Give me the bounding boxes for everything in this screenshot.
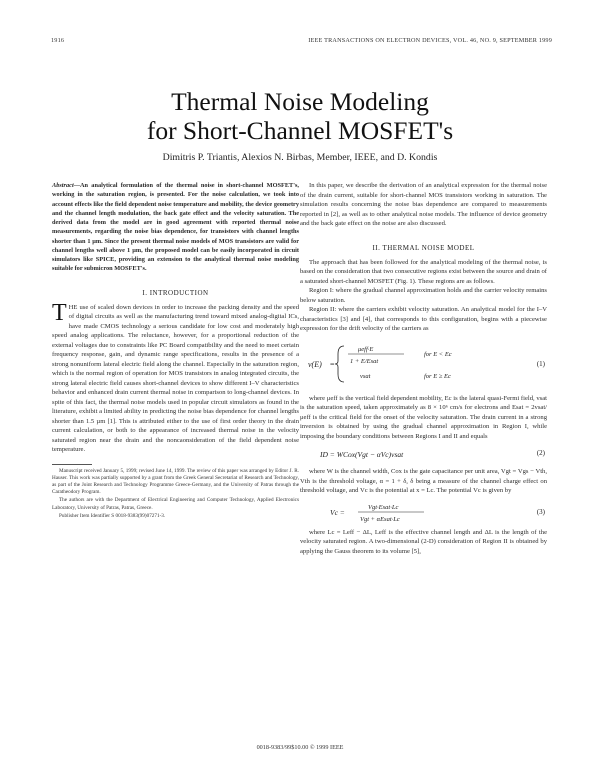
svg-text:Vgt + αEsat·Lc: Vgt + αEsat·Lc	[360, 515, 400, 523]
model-paragraph-3: Region II: where the carriers exhibit velocity saturation. An analytical model for the I–V characteristics [3] and [4], that corresponds to this configuration, begins with a piecewise expression for the drift velocity of the carriers as	[300, 306, 547, 332]
model-body	[300, 258, 547, 334]
model-body-2	[300, 394, 547, 442]
section-heading-thermal-noise-model: II. THERMAL NOISE MODEL	[372, 243, 475, 252]
footnote-pii: Publisher Item Identifier S 0018-9383(99)07271-3.	[59, 512, 166, 519]
model-paragraph-1: The approach that has been followed for the analytical modeling of the thermal noise, is based on the consideration that two consecutive regions exist between the source and drain of a saturated short-channel MOSFET (Fig. 1). These regions are as follows.	[300, 258, 547, 285]
abstract-label: Abstract—	[52, 182, 80, 189]
svg-text:=: =	[330, 359, 335, 369]
right-intro-paragraph: In this paper, we describe the derivation of an analytical expression for the thermal noise of the drain current, suitable for short-channel MOS transistors working in saturation. The simulation results concerning the noise bias dependence are compared to measurements reported in [2], as well as to other analytical noise models. The influence of device geometry and the back gate effect on the noise are also discussed.	[300, 182, 547, 227]
svg-text:μeff·E: μeff·E	[358, 345, 374, 353]
svg-text:v(E): v(E)	[308, 359, 322, 369]
svg-text:ID = WCox(Vgt − αVc)vsat: ID = WCox(Vgt − αVc)vsat	[320, 450, 404, 459]
introduction-text: HE use of scaled down devices in order to increase the packing density and the speed of digital circuits as well as the manufacturing trend toward mixed analog-digital ICs, have made CMOS technology a serious candidate for low cost and moderately high speed analog applications. The reluctance, however, for a proportional reduction of the external voltages due to constraints like PC Board compatibility and the need to meet certain frequency response, gain, and dynamic range specifications, results in the presence of a strong nonuniform lateral electric field along the channel. Especially in the saturation region, which is the normal region of operation for MOS transistors in analog integrated circuits, the strong lateral electric field causes short-channel devices to show different I–V characteristics behavior and enhanced drain current thermal noise in comparison to long-channel devices. In spite of this fact, the thermal noise models used in popular circuit simulators as found in the literature, exhibit a limited ability in predicting the noise bias dependence for channel lengths shorter than 1.5 µm [1]. This is attributed either to the use of first order theory in the drain current calculation, or both to the appearance of increased thermal noise in the velocity saturated region near the drain and the noncaonsideration of the field dependent noise temperature.	[52, 303, 299, 453]
footnotes	[52, 468, 299, 520]
svg-text:1 + E/Esat: 1 + E/Esat	[350, 357, 379, 365]
svg-text:for E ≥ Ec: for E ≥ Ec	[424, 372, 451, 380]
model-body-3	[300, 467, 547, 496]
paper-title	[0, 87, 600, 145]
left-column	[52, 181, 299, 521]
equation-2-graphic	[300, 445, 530, 463]
equation-1-number: (1)	[536, 359, 545, 368]
equation-2	[300, 445, 547, 463]
running-header: IEEE TRANSACTIONS ON ELECTRON DEVICES, VOL. 46, NO. 9, SEPTEMBER 1999	[308, 37, 552, 44]
page-number: 1916	[51, 37, 65, 44]
drop-cap: T	[52, 299, 67, 326]
equation-3	[300, 500, 547, 524]
section-heading-introduction: I. INTRODUCTION	[142, 288, 209, 297]
model-body-4	[300, 528, 547, 557]
svg-text:Vgt·Esat·Lc: Vgt·Esat·Lc	[368, 503, 399, 511]
svg-text:for E < Ec: for E < Ec	[424, 350, 452, 358]
introduction-paragraph	[52, 299, 299, 455]
model-paragraph-5: where W is the channel width, Cox is the gate capacitance per unit area, Vgt = Vgs − Vth, Vth is the threshold voltage, α = 1 + δ, δ being a measure of the channel charge effect on threshold voltage, and Vc is the potential at x = Lc. The potential Vc is given by	[300, 468, 547, 494]
model-paragraph-6: where Lc = Leff − ΔL, Leff is the effective channel length and ΔL is the length of the velocity saturated region. A two-dimensional (2-D) consideration of Region II is obtained by applying the Gauss theorem to its volume [5],	[300, 528, 547, 555]
abstract-text: An analytical formulation of the thermal noise in short-channel MOSFET's, working in the saturation region, is presented. For the noise calculation, we took into account effects like the field dependent noise temperature and mobility, the device geometry and the channel length modulation, the back gate effect and the velocity saturation. The derived data from the model are in good agreement with reported thermal noise measurements, regarding the noise bias dependence, for transistors with channel lengths shorter than 1 µm. Since the present thermal noise models of MOS transistors are valid for channel lengths well above 1 µm, the proposed model can be easily incorporated in circuit simulators like SPICE, providing an extension to the analytical thermal noise modeling suitable for submicron MOSFET's.	[52, 182, 299, 273]
right-intro	[300, 181, 547, 229]
abstract	[52, 181, 299, 274]
footnote-divider	[52, 464, 92, 465]
right-column	[300, 181, 547, 556]
title-line-2: for Short-Channel MOSFET's	[146, 116, 454, 145]
equation-1	[300, 340, 547, 388]
model-paragraph-2: Region I: where the gradual channel approximation holds and the carrier velocity remains below saturation.	[300, 287, 547, 304]
svg-text:vsat: vsat	[360, 372, 371, 380]
equation-3-graphic	[300, 500, 530, 524]
svg-text:Vc =: Vc =	[330, 507, 345, 517]
copyright-footer: 0018-9383/99$10.00 © 1999 IEEE	[256, 744, 344, 751]
model-paragraph-4: where μeff is the vertical field dependent mobility, Ec is the lateral quasi-Fermi field, vsat is the saturation speed, taken approximately as 8 × 10⁶ cm/s for electrons and Esat = 2vsat/μeff is the critical field for the onset of the velocity saturation. The drain current in a strong inversion is obtained by using the gradual channel approximation in Region I, while imposing the boundary conditions between Regions I and II and equals	[300, 394, 547, 440]
author-list: Dimitris P. Triantis, Alexios N. Birbas, Member, IEEE, and D. Kondis	[162, 152, 438, 163]
equation-1-graphic	[300, 340, 540, 388]
footnote-manuscript: Manuscript received January 5, 1999; revised June 14, 1999. The review of this paper was arranged by Editor J. R. Hauser. This work was partially supported by a grant from the Greek General Secretariat of Research and Technology, as part of the Joint Research and Technology Programme Greece-Germany, and the University of Patras through the Caratheodory Program.	[52, 467, 299, 496]
equation-3-number: (3)	[536, 507, 545, 516]
introduction-body	[52, 299, 299, 455]
equation-2-number: (2)	[536, 449, 545, 457]
title-line-1: Thermal Noise Modeling	[171, 87, 429, 116]
footnote-affiliation: The authors are with the Department of Electrical Engineering and Computer Technology, Applied Electronics Laboratory, University of Patras, Patras, Greece.	[52, 497, 299, 511]
